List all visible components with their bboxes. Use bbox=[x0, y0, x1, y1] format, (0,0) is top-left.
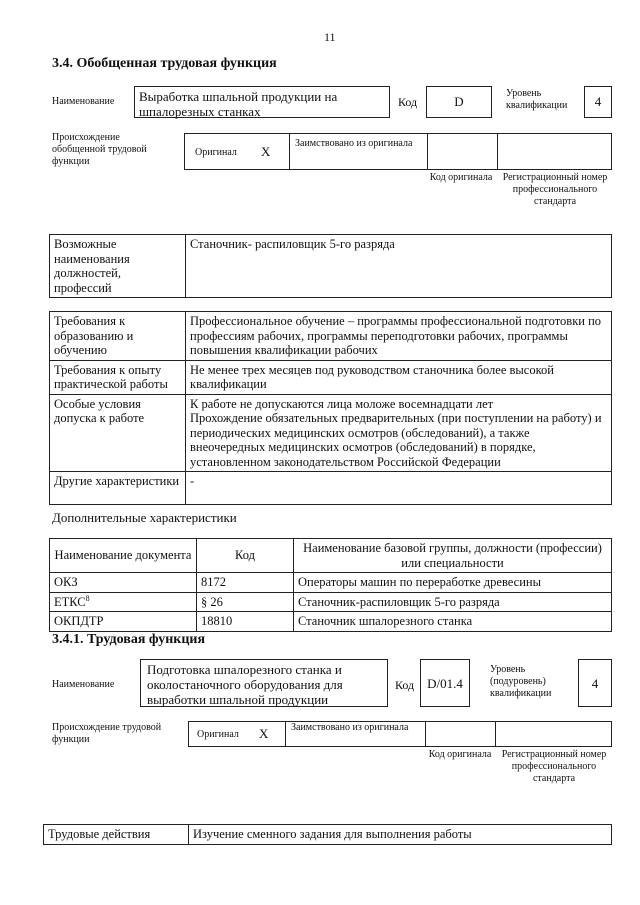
footnote-ref: 8 bbox=[85, 593, 90, 603]
reg-number-caption: Регистрационный номер профессионального стандарта bbox=[502, 172, 608, 207]
code-cell: § 26 bbox=[197, 592, 294, 612]
positions-value: Станочник- распиловщик 5-го разряда bbox=[186, 235, 612, 298]
table-row bbox=[50, 312, 612, 361]
header-doc: Наименование документа bbox=[50, 539, 197, 573]
table-row bbox=[44, 825, 612, 845]
requirement-label: Особые условия допуска к работе bbox=[50, 394, 186, 472]
actions-label: Трудовые действия bbox=[44, 825, 189, 845]
original-mark: X bbox=[261, 144, 271, 159]
tf-reg-number-caption: Регистрационный номер профессионального стандарта bbox=[501, 749, 607, 784]
doc-cell: ЕТКС$^8$ bbox=[50, 592, 197, 612]
code-cell: 8172 bbox=[197, 573, 294, 593]
level-label: Уровень квалификации bbox=[506, 88, 568, 111]
header-name: Наименование базовой группы, должности (профессии) или специальности bbox=[294, 539, 612, 573]
requirement-value: К работе не допускаются лица моложе восемнадцати лет bbox=[190, 396, 494, 411]
requirement-value: - bbox=[186, 472, 612, 505]
requirements-table bbox=[49, 311, 612, 505]
requirement-label: Требования к опыту практической работы bbox=[50, 360, 186, 394]
tf-original-mark: X bbox=[259, 726, 269, 741]
tf-level-label: Уровень (подуровень) квалификации bbox=[490, 664, 552, 699]
tf-code-value: D/01.4 bbox=[420, 659, 470, 707]
tf-code-label: Код bbox=[395, 678, 415, 692]
table-header-row bbox=[50, 539, 612, 573]
requirement-label: Требования к образованию и обучению bbox=[50, 312, 186, 361]
requirement-value: Не менее трех месяцев под руководством станочника более высокой квалификации bbox=[186, 360, 612, 394]
table-row bbox=[50, 592, 612, 612]
table-row bbox=[50, 360, 612, 394]
header-code: Код bbox=[197, 539, 294, 573]
tf-borrowed-label: Заимствовано из оригинала bbox=[291, 722, 409, 733]
name-cell: Станочник шпалорезного станка bbox=[294, 612, 612, 632]
requirement-value: Профессиональное обучение – программы профессиональной подготовки по профессиям рабочих, программы переподготовки рабочих, программы повышения квалификации рабочих bbox=[186, 312, 612, 361]
origin-code-caption: Код оригинала bbox=[429, 172, 493, 183]
positions-table bbox=[49, 234, 612, 298]
table-row bbox=[50, 573, 612, 593]
actions-value: Изучение сменного задания для выполнения работы bbox=[189, 825, 612, 845]
code-label: Код bbox=[398, 95, 418, 109]
table-row bbox=[50, 394, 612, 472]
gtf-level-value: 4 bbox=[584, 86, 612, 118]
name-label: Наименование bbox=[52, 96, 115, 107]
requirement-label: Другие характеристики bbox=[50, 472, 186, 505]
section-heading: 3.4. Обобщенная трудовая функция bbox=[52, 56, 277, 71]
table-row bbox=[50, 612, 612, 632]
name-cell: Станочник-распиловщик 5-го разряда bbox=[294, 592, 612, 612]
tf-origin-code-caption: Код оригинала bbox=[428, 749, 492, 760]
gtf-name-value: Выработка шпальной продукции на шпалорезных станках bbox=[134, 86, 390, 118]
doc-cell: ОКЗ bbox=[50, 573, 197, 593]
tf-name-label: Наименование bbox=[52, 679, 115, 690]
positions-label: Возможные наименования должностей, профессий bbox=[50, 235, 186, 298]
requirement-value-cell bbox=[186, 394, 612, 472]
additional-table bbox=[49, 538, 612, 632]
doc-cell: ОКПДТР bbox=[50, 612, 197, 632]
page-number: 11 bbox=[324, 30, 336, 44]
actions-table bbox=[43, 824, 612, 845]
tf-name-value: Подготовка шпалорезного станка и околостаночного оборудования для выработки шпальной продукции bbox=[140, 659, 388, 707]
tf-origin-label: Происхождение трудовой функции bbox=[52, 722, 162, 745]
requirement-value-2: Прохождение обязательных предварительных (при поступлении на работу) и периодических медицинских осмотров (обследований), а также внеочередных медицинских осмотров (обследований) в порядке, установленном законодательством Российской Федерации bbox=[190, 411, 602, 469]
name-cell: Операторы машин по переработке древесины bbox=[294, 573, 612, 593]
subsection-heading: 3.4.1. Трудовая функция bbox=[52, 632, 206, 647]
additional-title: Дополнительные характеристики bbox=[52, 510, 237, 525]
origin-label: Происхождение обобщенной трудовой функции bbox=[52, 132, 147, 167]
table-row bbox=[50, 472, 612, 505]
gtf-code-value: D bbox=[426, 86, 492, 118]
original-label: Оригинал bbox=[195, 147, 237, 158]
origin-table bbox=[184, 133, 612, 170]
code-cell: 18810 bbox=[197, 612, 294, 632]
tf-origin-table bbox=[188, 721, 612, 747]
tf-original-label: Оригинал bbox=[197, 729, 239, 740]
tf-level-value: 4 bbox=[578, 659, 612, 707]
borrowed-label: Заимствовано из оригинала bbox=[295, 138, 413, 149]
